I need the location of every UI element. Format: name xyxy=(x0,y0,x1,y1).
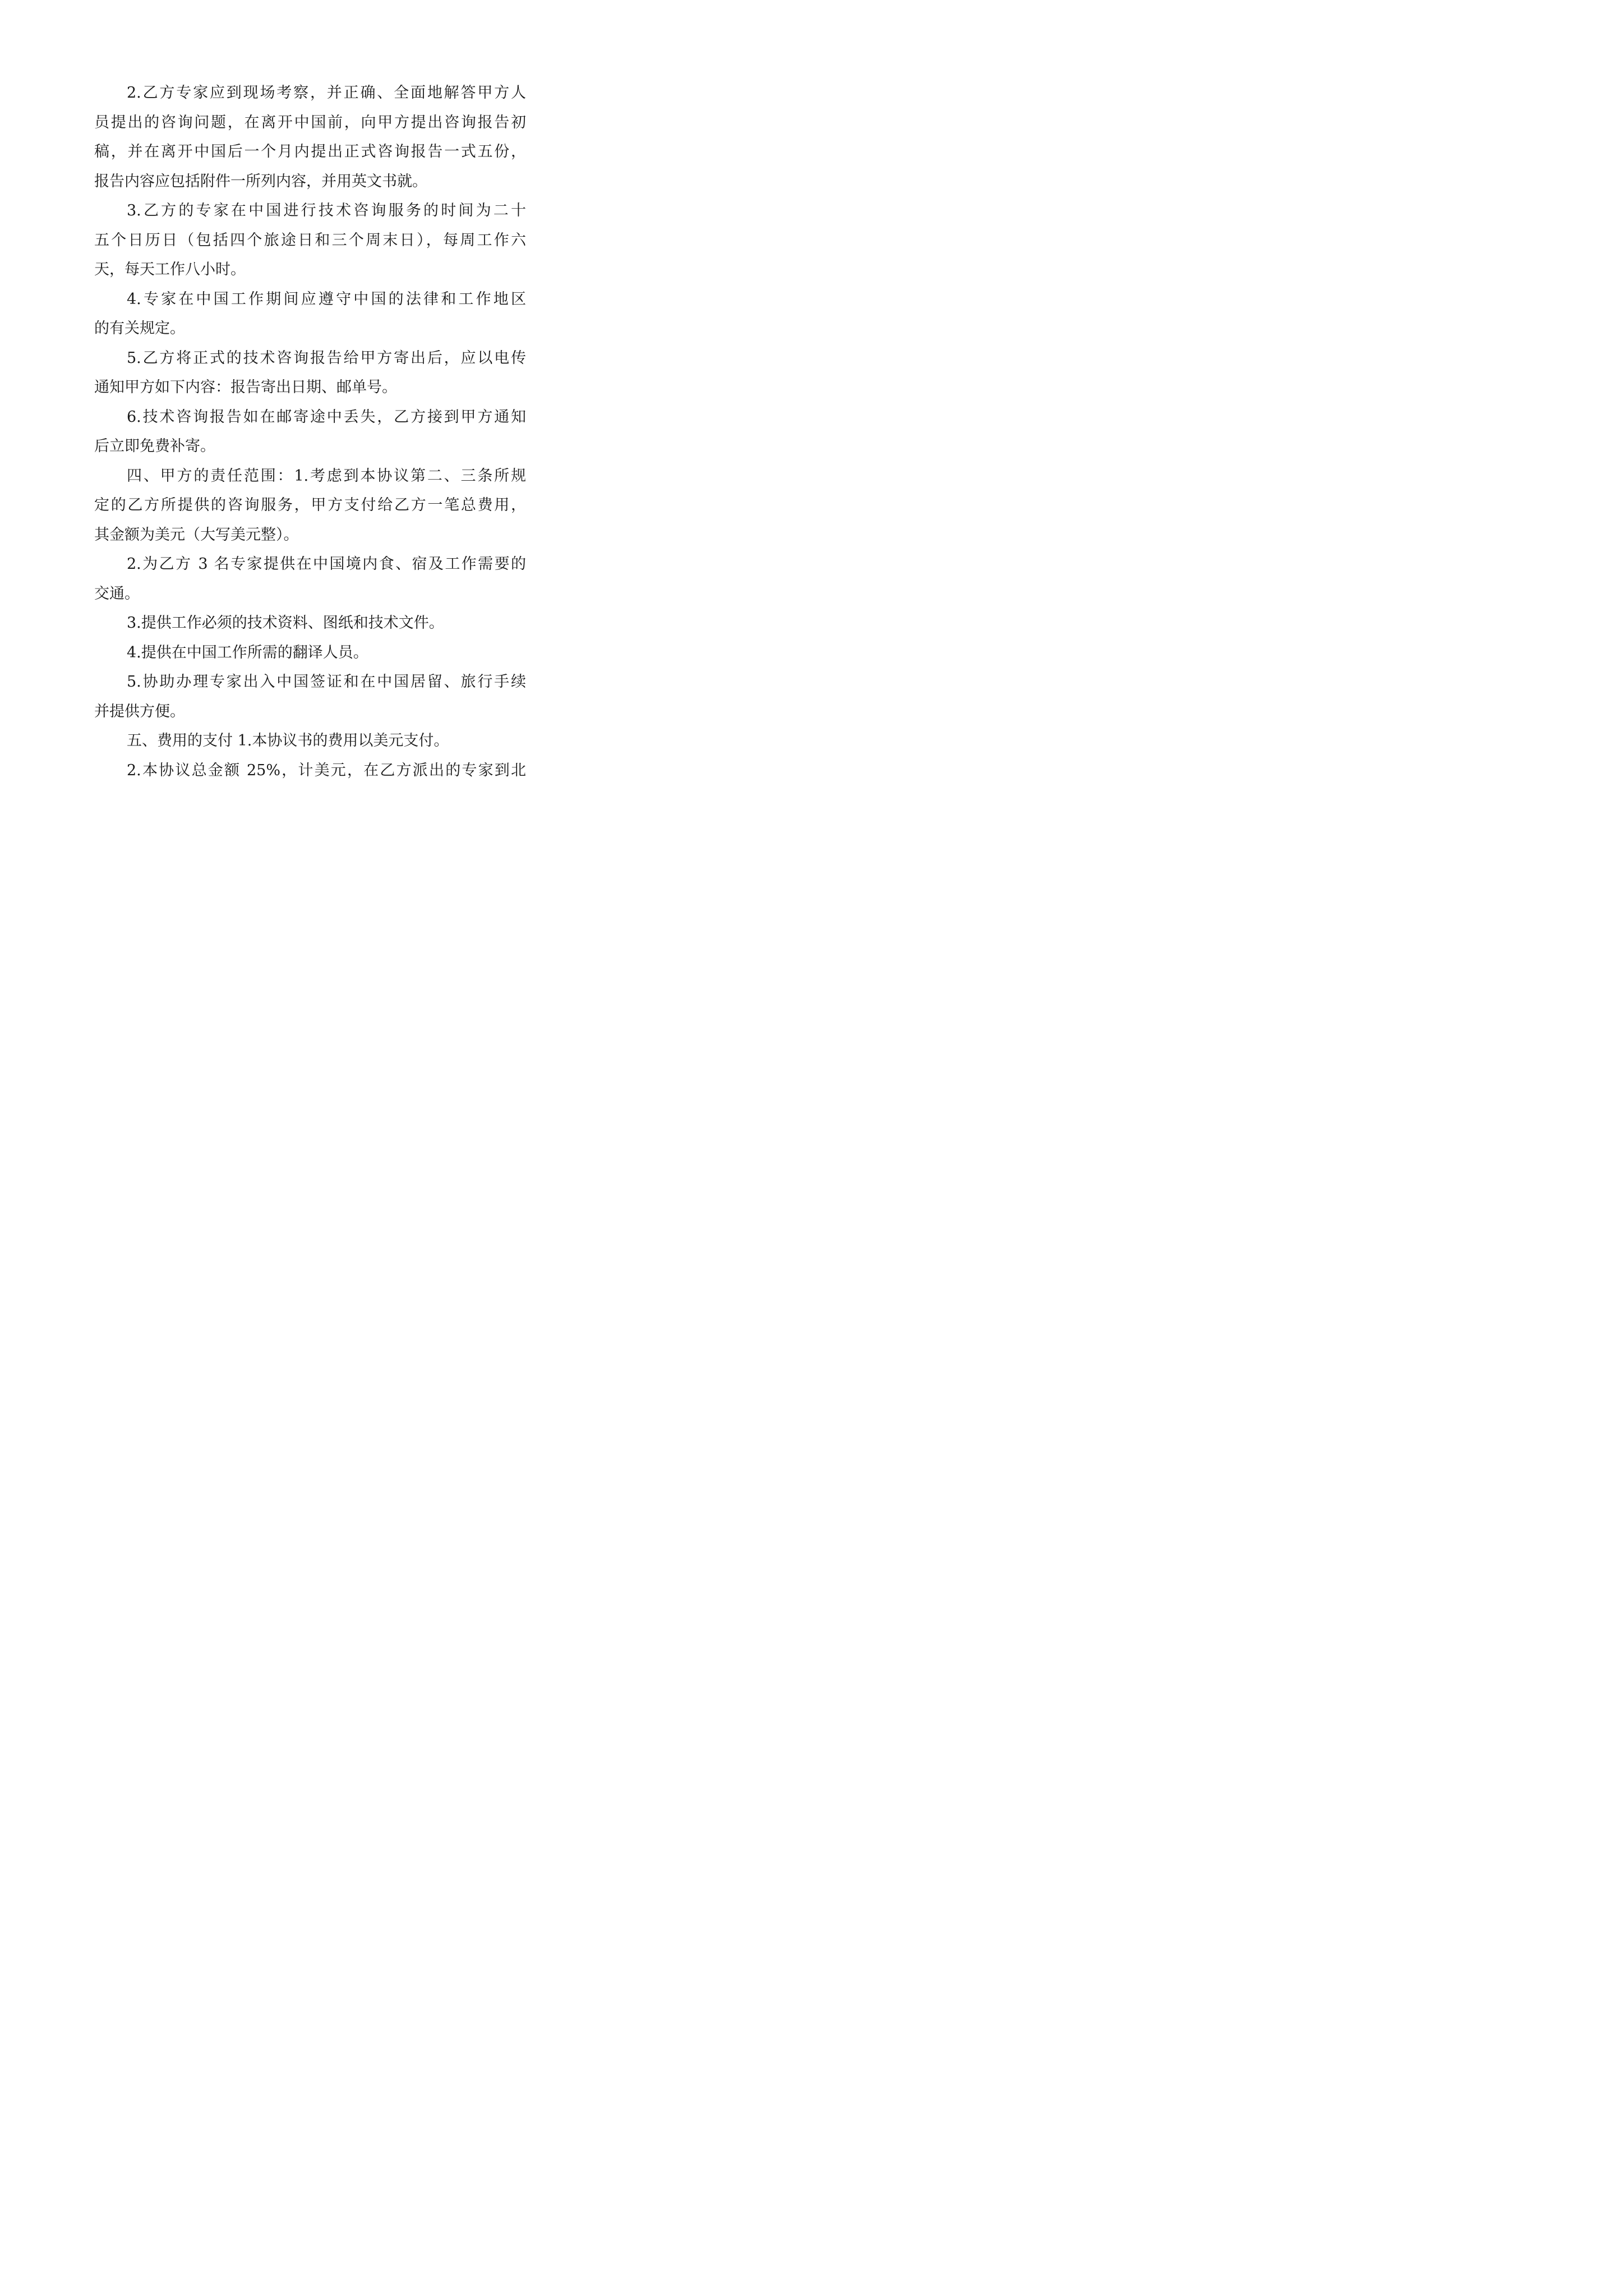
paragraph-report-notification xyxy=(94,344,526,403)
text-line: 天，每天工作八小时。 xyxy=(94,261,246,278)
paragraph-lodging-transport xyxy=(94,550,526,609)
document-page xyxy=(0,0,619,876)
paragraph-lost-report xyxy=(94,403,526,462)
text-line: 的有关规定。 xyxy=(94,320,185,337)
section-party-a-responsibilities xyxy=(94,462,526,550)
text-line: 3.提供工作必须的技术资料、图纸和技术文件。 xyxy=(127,614,444,632)
text-line: 并提供方便。 xyxy=(94,702,185,720)
section-payment-of-fees xyxy=(94,726,526,756)
paragraph-expert-site-visit xyxy=(94,79,526,196)
text-line: 2.本协议总金额 25%，计美元，在乙方派出的专家到北 xyxy=(127,761,526,779)
text-line: 五、费用的支付 1.本协议书的费用以美元支付。 xyxy=(127,732,449,749)
document-body xyxy=(94,79,526,785)
paragraph-visa-assistance xyxy=(94,668,526,726)
text-line: 6.技术咨询报告如在邮寄途中丢失，乙方接到甲方通知 xyxy=(127,408,526,426)
text-line: 5.乙方将正式的技术咨询报告给甲方寄出后，应以电传 xyxy=(127,349,526,367)
text-line: 2.为乙方 3 名专家提供在中国境内食、宿及工作需要的 xyxy=(127,555,526,573)
paragraph-technical-materials xyxy=(94,609,526,638)
text-line: 2.乙方专家应到现场考察，并正确、全面地解答甲方人 xyxy=(127,84,526,102)
text-line: 交通。 xyxy=(94,585,140,602)
text-line: 四、甲方的责任范围：1.考虑到本协议第二、三条所规 xyxy=(127,467,526,485)
paragraph-service-duration xyxy=(94,196,526,285)
paragraph-translators xyxy=(94,638,526,668)
text-line: 报告内容应包括附件一所列内容，并用英文书就。 xyxy=(94,172,427,190)
text-line: 其金额为美元（大写美元整）。 xyxy=(94,526,299,544)
paragraph-payment-installment xyxy=(94,756,526,786)
text-line: 后立即免费补寄。 xyxy=(94,438,215,455)
text-line: 5.协助办理专家出入中国签证和在中国居留、旅行手续 xyxy=(127,673,526,691)
text-line: 3.乙方的专家在中国进行技术咨询服务的时间为二十 xyxy=(127,202,526,219)
text-line: 4.提供在中国工作所需的翻译人员。 xyxy=(127,643,368,661)
text-line: 稿，并在离开中国后一个月内提出正式咨询报告一式五份， xyxy=(94,143,526,160)
paragraph-comply-with-law xyxy=(94,285,526,344)
text-line: 定的乙方所提供的咨询服务，甲方支付给乙方一笔总费用， xyxy=(94,496,526,514)
text-line: 4.专家在中国工作期间应遵守中国的法律和工作地区 xyxy=(127,290,526,308)
text-line: 通知甲方如下内容：报告寄出日期、邮单号。 xyxy=(94,379,397,396)
text-line: 员提出的咨询问题，在离开中国前，向甲方提出咨询报告初 xyxy=(94,113,526,131)
text-line: 五个日历日（包括四个旅途日和三个周末日），每周工作六 xyxy=(94,231,526,249)
